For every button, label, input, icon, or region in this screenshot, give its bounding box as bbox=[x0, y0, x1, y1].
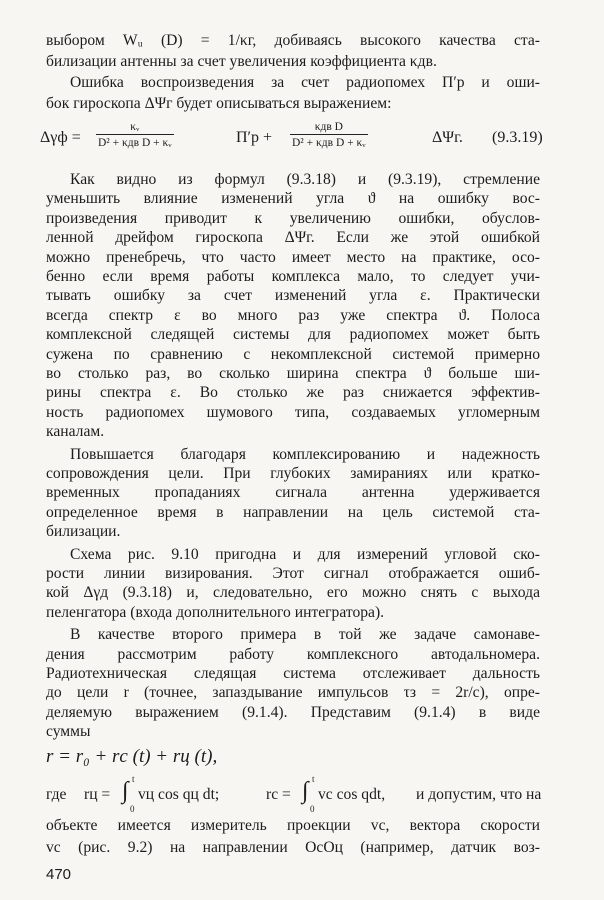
text-line: Схема рис. 9.10 пригодна и для измерений угловой ско- bbox=[70, 545, 540, 563]
formula-fraction-2 bbox=[290, 121, 368, 149]
text-line: объекте имеется измеритель проекции vс, вектора скорости bbox=[46, 816, 540, 834]
text-line: бенно если время работы комплекса мало, то следует учи- bbox=[46, 268, 540, 285]
formula-tail: ΔΨг. bbox=[432, 129, 463, 146]
text-line: временных пропаданиях сигнала антенна удерживается bbox=[46, 484, 540, 502]
text-line: Как видно из формул (9.3.18) и (9.3.19), стремление bbox=[70, 171, 540, 188]
text-line: vс (рис. 9.2) на направлении OсOц (например, датчик воз- bbox=[46, 839, 540, 856]
integral-2-lhs: rс = bbox=[266, 785, 291, 803]
text-line: уменьшить влияние изменений угла ϑ на ошибку вос- bbox=[46, 190, 540, 208]
text-line: пеленгатора (входа дополнительного интегратора). bbox=[46, 603, 385, 621]
integral-1-sign: ∫ bbox=[122, 777, 129, 804]
text-line: сопровождения цели. При глубоких замираниях или кратко- bbox=[46, 465, 540, 482]
equation-9-3-19 bbox=[40, 115, 560, 167]
fraction-2-denominator: D² + κдв D + κᵥ bbox=[290, 134, 368, 149]
integral-1-body: vц cos qц dt; bbox=[138, 785, 220, 803]
text-line: ленной дрейфом гироскопа ΔΨг. Если же этой ошибкой bbox=[46, 229, 540, 247]
integral-2-upper: t bbox=[312, 773, 315, 784]
text-line: Повышается благодаря комплексированию и надежность bbox=[70, 445, 540, 463]
fraction-1-denominator: D² + κдв D + κᵥ bbox=[96, 134, 174, 149]
text-line: сужена по сравнению с некомплексной системой примерно bbox=[46, 345, 540, 363]
text-line: тывать ошибку за счет изменений угла ε. Практически bbox=[46, 287, 540, 305]
text-line: кой Δγд (9.3.18) и, следовательно, его можно снять с выхода bbox=[46, 584, 540, 602]
text-line: каналам. bbox=[46, 423, 105, 441]
sum-formula: r = r₀ + rс (t) + rц (t), bbox=[46, 745, 218, 767]
text-line: рины спектра ε. Во столько же раз снижается эффектив- bbox=[46, 384, 540, 402]
text-line: комплексной следящей системы для радиопомех может быть bbox=[46, 326, 540, 344]
integral-2-body: vс cos qdt, bbox=[318, 785, 386, 803]
text-line: бок гироскопа ΔΨг будет описываться выражением: bbox=[46, 95, 392, 112]
text-line: деляемую выражением (9.1.4). Представим (9.1.4) в виде bbox=[46, 703, 540, 721]
fraction-2-numerator: κдв D bbox=[314, 121, 343, 133]
formula-middle: П′р + bbox=[236, 129, 273, 146]
integral-1-upper: t bbox=[132, 773, 135, 784]
text-line: всегда спектр ε во много раз уже спектра ϑ. Полоса bbox=[46, 306, 540, 324]
text-line: суммы bbox=[46, 723, 91, 741]
equation-number: (9.3.19) bbox=[492, 129, 543, 146]
text-line: билизации антенны за счет увеличения коэффициента κдв. bbox=[46, 53, 437, 70]
where-suffix: и допустим, что на bbox=[416, 785, 542, 803]
text-line: Радиотехническая следящая система отслеживает дальность bbox=[46, 665, 540, 682]
text-line: билизации. bbox=[46, 523, 121, 541]
text-line: можно пренебречь, что часто имеет место на практике, осо- bbox=[46, 248, 540, 266]
text-line: Ошибка воспроизведения за счет радиопомех П′р и оши- bbox=[70, 74, 540, 91]
text-line: до цели r (точнее, запаздывание импульсов τз = 2r/c), опре- bbox=[46, 684, 540, 702]
text-line: во столько раз, во сколько ширина спектра ϑ больше ши- bbox=[46, 365, 540, 382]
integral-2-lower: 0 bbox=[310, 803, 315, 814]
page-number: 470 bbox=[46, 866, 72, 884]
integral-1-lhs: rц = bbox=[84, 785, 111, 803]
text-line: ность радиопомех шумового типа, создаваемых угломерным bbox=[46, 403, 540, 421]
text-line: В качестве второго примера в той же задаче самонаве- bbox=[70, 626, 540, 644]
text-line: дения рассмотрим работу комплексного автодальномера. bbox=[46, 645, 540, 663]
formula-lhs: Δγф = bbox=[40, 129, 81, 146]
text-line: выбором Wᵤ (D) = 1/κг, добиваясь высокого качества ста- bbox=[46, 32, 540, 49]
integral-2-sign: ∫ bbox=[302, 777, 309, 804]
where-prefix: где bbox=[46, 785, 67, 803]
text-line: определенное время в направлении на цель системой ста- bbox=[46, 503, 540, 521]
integral-1-lower: 0 bbox=[130, 803, 135, 814]
text-line: произведения приводит к увеличению ошибки, обуслов- bbox=[46, 209, 540, 227]
text-line: рости линии визирования. Этот сигнал отображается ошиб- bbox=[46, 565, 540, 582]
fraction-1-numerator: κᵥ bbox=[130, 121, 140, 133]
integral-definitions-line bbox=[46, 773, 542, 814]
formula-fraction-1 bbox=[96, 121, 174, 149]
